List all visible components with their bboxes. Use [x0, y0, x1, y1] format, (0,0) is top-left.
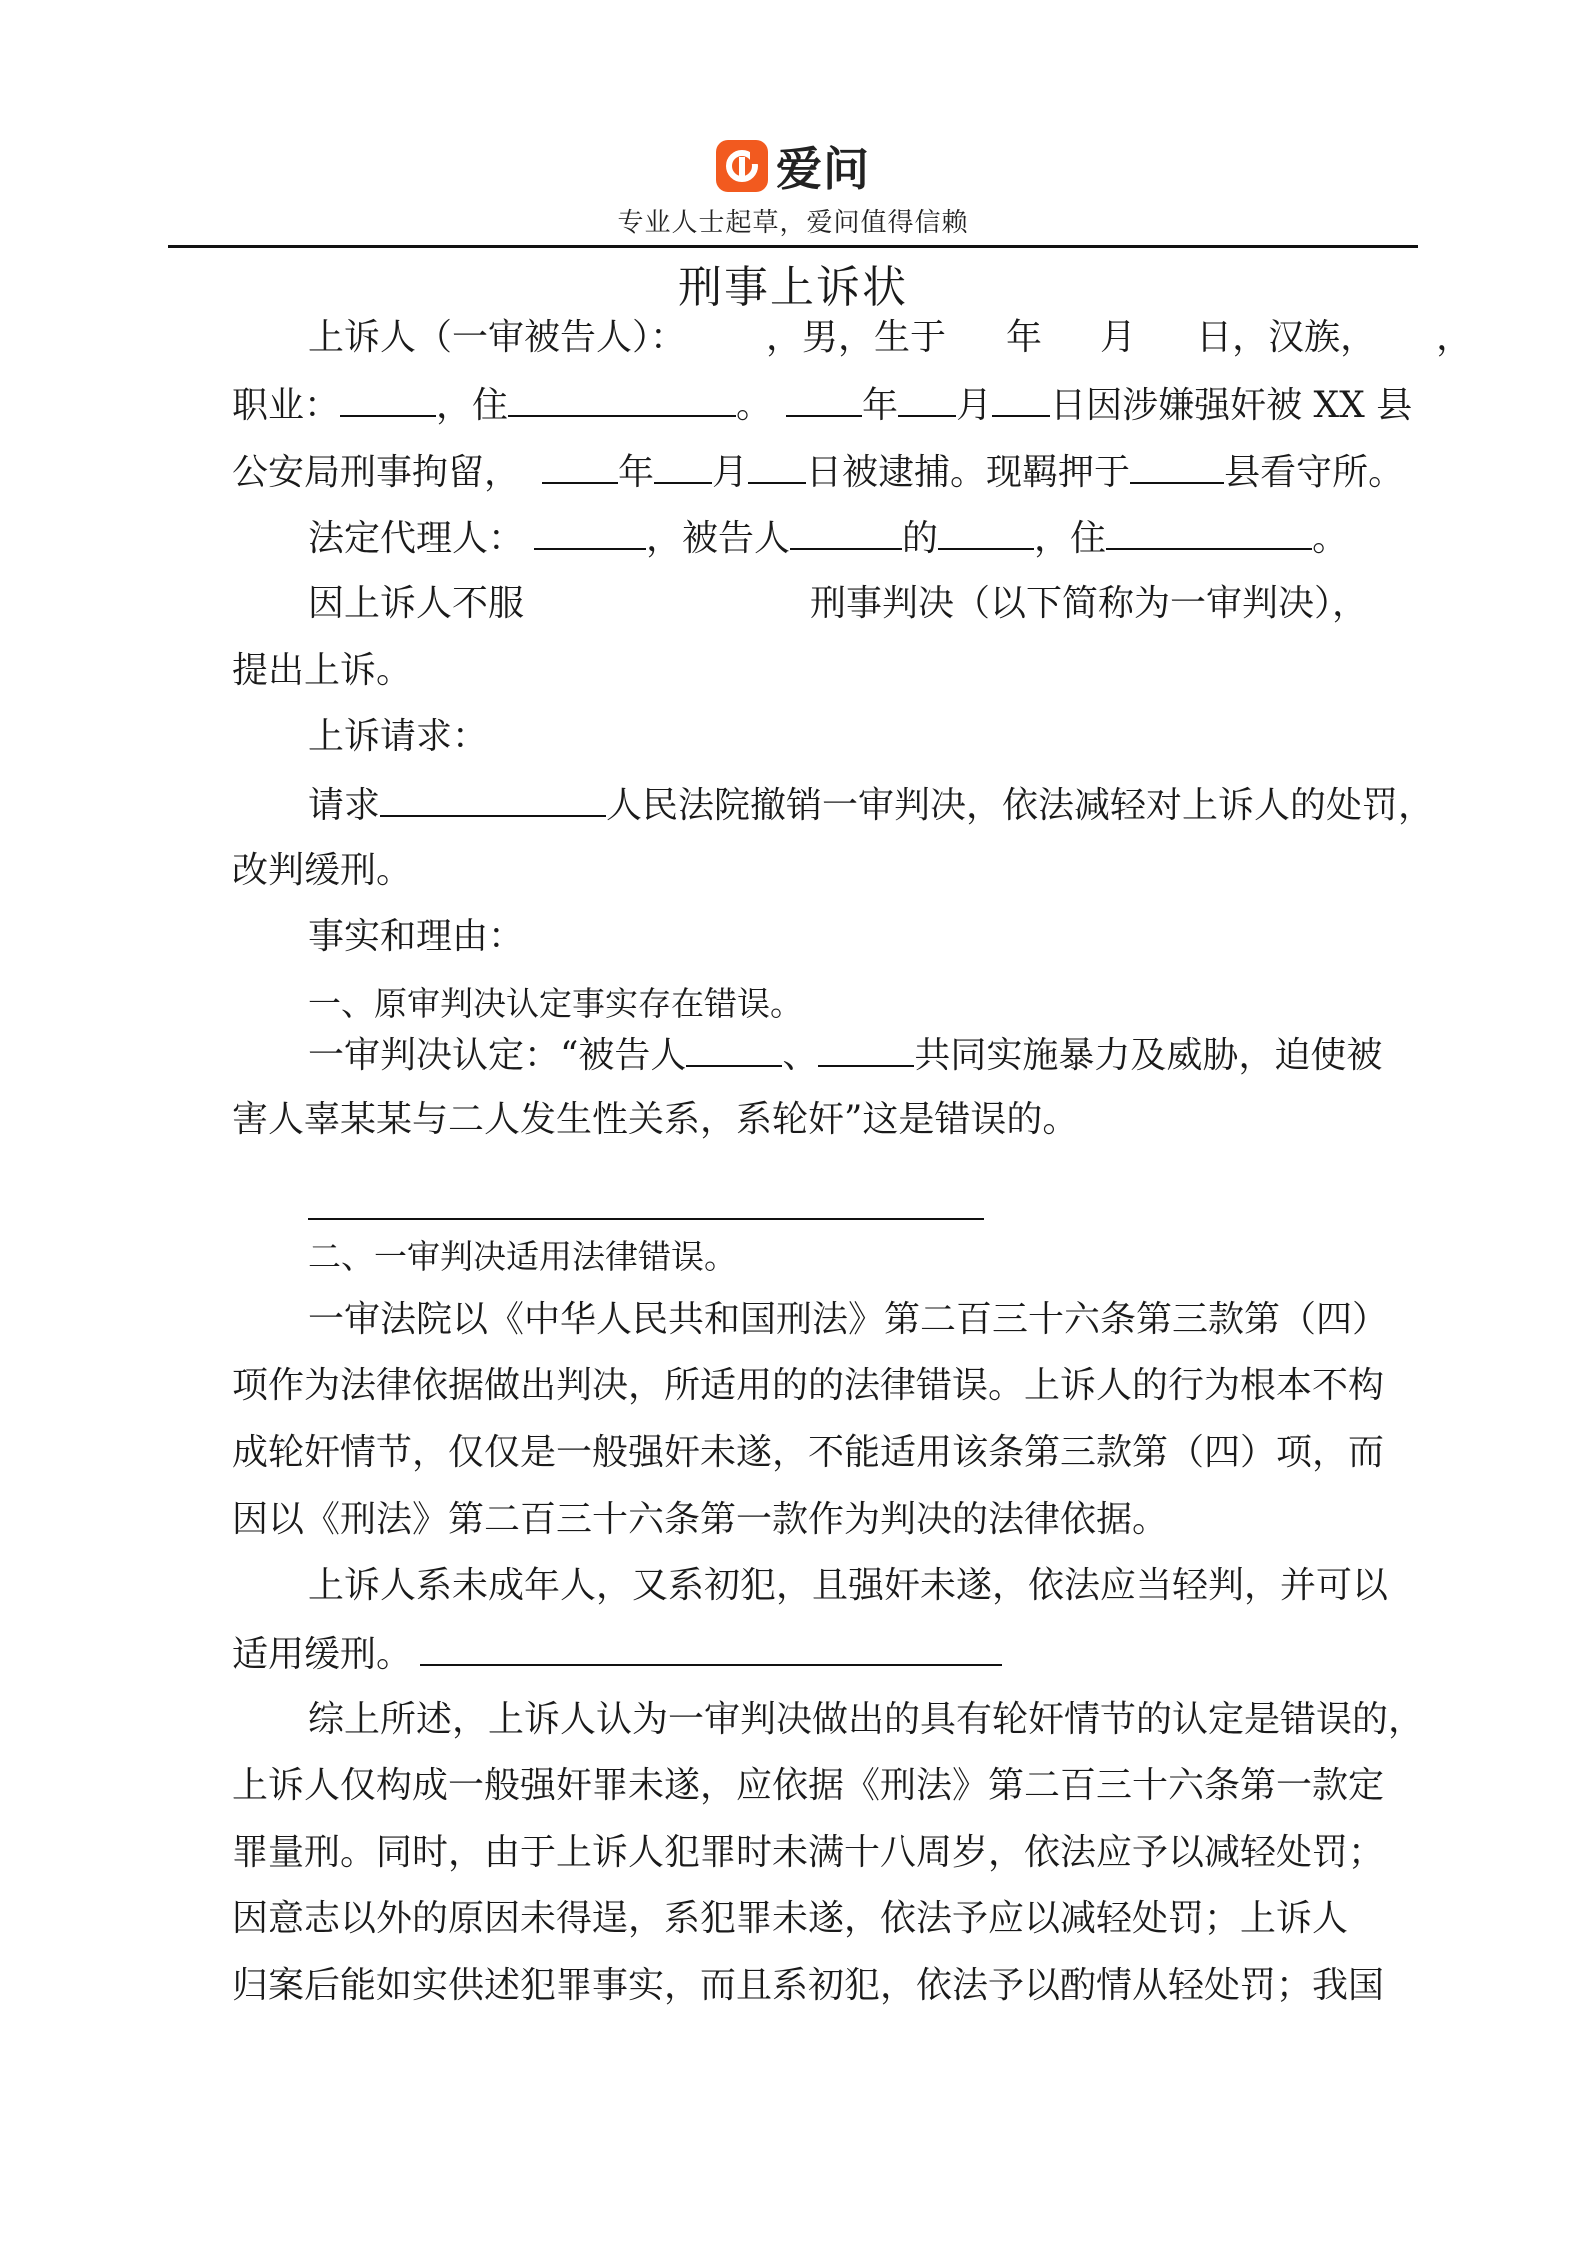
body-text: 一审法院以《中华人民共和国刑法》第二百三十六条第三款第（四） — [308, 1299, 1389, 1340]
body-text: 害人辜某某与二人发生性关系，系轮奸”这是错误的。 — [232, 1099, 1079, 1140]
appeal-reason-line: 因上诉人不服 刑事判决（以下简称为一审判决）， — [308, 583, 1369, 624]
body-text: 罪量刑。同时，由于上诉人犯罪时未满十八周岁，依法应予以减轻处罚； — [232, 1832, 1385, 1873]
occupation-line: 职业： ，住 。 年 月 日因涉嫌强奸被 XX 县 — [232, 379, 1422, 431]
body-text: 成轮奸情节，仅仅是一般强奸未遂，不能适用该条第三款第（四）项，而 — [232, 1432, 1385, 1473]
body-text: 综上所述，上诉人认为一审判决做出的具有轮奸情节的认定是错误的， — [308, 1699, 1425, 1740]
month-blank — [898, 379, 956, 417]
request-line: 请求 人民法院撤销一审判决，依法减轻对上诉人的处罚， — [308, 779, 1498, 831]
detention-line: 公安局刑事拘留， 年 月 日被逮捕。现羁押于 县看守所。 — [232, 446, 1422, 498]
header-divider — [168, 245, 1418, 248]
body-text: 上诉人系未成年人，又系初犯，且强奸未遂，依法应当轻判，并可以 — [308, 1565, 1389, 1606]
body-text: 适用缓刑。 — [232, 1628, 1422, 1680]
appellant-line: 上诉人（一审被告人）： ，男，生于 年 月 日，汉族， ， — [308, 317, 1473, 358]
page-header — [0, 138, 1586, 239]
iask-logo-icon — [716, 140, 768, 192]
fill-in-line — [420, 1628, 1002, 1666]
body-text: 因意志以外的原因未得逞，系犯罪未遂，依法予应以减轻处罚；上诉人 — [232, 1898, 1349, 1939]
brand-logo — [0, 138, 1586, 194]
year-blank — [786, 379, 862, 417]
body-text: 因以《刑法》第二百三十六条第一款作为判决的法律依据。 — [232, 1499, 1169, 1540]
court-blank — [380, 779, 606, 817]
body-text: 提出上诉。 — [232, 650, 413, 691]
brand-name: 爱问 — [776, 142, 870, 196]
section-heading-request: 上诉请求： — [308, 716, 489, 757]
subsection-heading-2: 二、一审判决适用法律错误。 — [308, 1237, 737, 1276]
day-blank — [992, 379, 1050, 417]
section-heading-facts: 事实和理由： — [308, 916, 525, 957]
body-text: 归案后能如实供述犯罪事实，而且系初犯，依法予以酌情从轻处罚；我国 — [232, 1965, 1385, 2006]
brand-slogan: 专业人士起草，爱问值得信赖 — [617, 208, 969, 238]
document-title: 刑事上诉状 — [678, 262, 908, 313]
body-text: 改判缓刑。 — [232, 850, 413, 891]
subsection-heading-1: 一、原审判决认定事实存在错误。 — [308, 984, 803, 1023]
fill-in-line — [308, 1218, 984, 1220]
judgment-quote-line: 一审判决认定：“被告人 、 共同实施暴力及威胁，迫使被 — [308, 1029, 1498, 1081]
occupation-blank — [340, 379, 436, 417]
address-blank — [508, 379, 736, 417]
body-text: 项作为法律依据做出判决，所适用的的法律错误。上诉人的行为根本不构 — [232, 1365, 1385, 1406]
legal-representative-line: 法定代理人： ，被告人 的 ，住 。 — [308, 512, 1498, 564]
body-text: 上诉人仅构成一般强奸罪未遂，应依据《刑法》第二百三十六条第一款定 — [232, 1765, 1385, 1806]
